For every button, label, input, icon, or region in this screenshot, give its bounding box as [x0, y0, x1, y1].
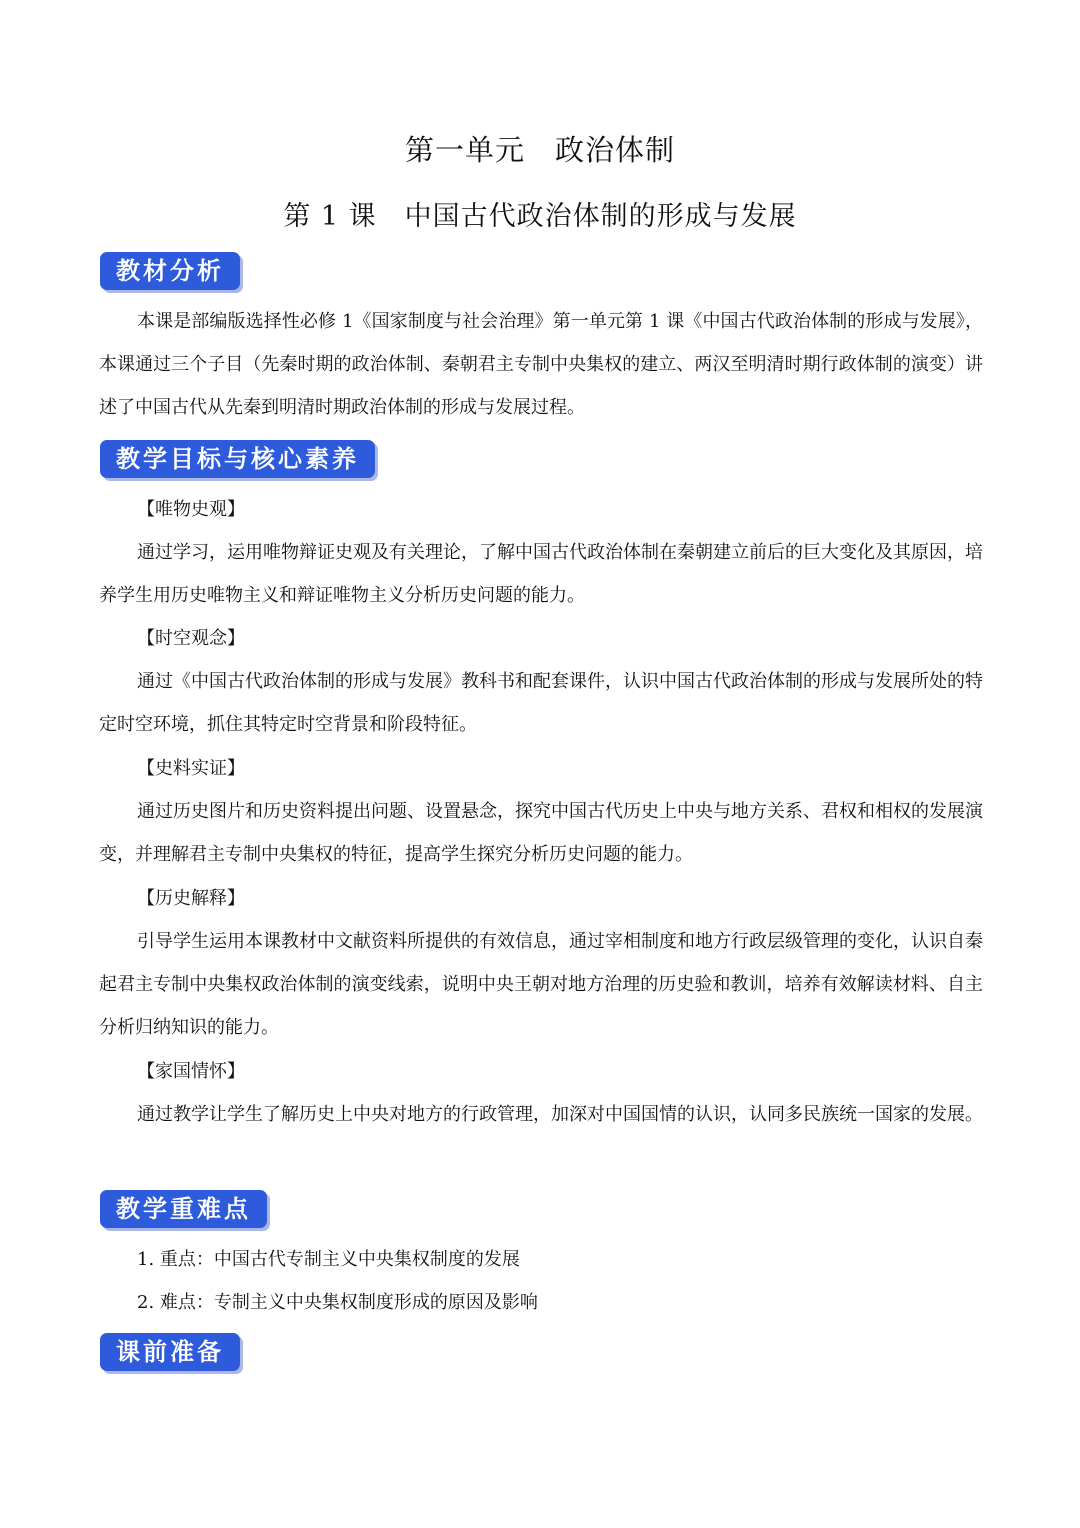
objective-text-spacetime: 通过《中国古代政治体制的形成与发展》教科书和配套课件，认识中国古代政治体制的形成与发展所处的特定时空环境，抓住其特定时空背景和阶段特征。: [99, 671, 983, 735]
analysis-paragraph: 本课是部编版选择性必修 1《国家制度与社会治理》第一单元第 1 课《中国古代政治体制的形成与发展》，本课通过三个子目（先秦时期的政治体制、秦朝君主专制中央集权的建立、两汉至明清时期行政体制的演变）讲述了中国古代从先秦到明清时期政治体制的形成与发展过程。: [99, 311, 983, 418]
objective-heading-evidence: 【史料实证】: [137, 758, 245, 779]
objective-text-patriotism: 通过教学让学生了解历史上中央对地方的行政管理，加深对中国国情的认识，认同多民族统一国家的发展。: [137, 1104, 983, 1125]
unit-title: 第一单元 政治体制: [404, 133, 675, 167]
keypoint-focus: 1. 重点：中国古代专制主义中央集权制度的发展: [137, 1249, 520, 1270]
objective-heading-interpretation: 【历史解释】: [137, 888, 245, 909]
objective-heading-patriotism: 【家国情怀】: [137, 1061, 245, 1082]
keypoint-difficulty: 2. 难点：专制主义中央集权制度形成的原因及影响: [137, 1292, 538, 1313]
section-badge-preparation: 课前准备: [100, 1333, 240, 1371]
lesson-title: 第 1 课 中国古代政治体制的形成与发展: [283, 201, 797, 232]
objective-text-evidence: 通过历史图片和历史资料提出问题、设置悬念，探究中国古代历史上中央与地方关系、君权和相权的发展演变，并理解君主专制中央集权的特征，提高学生探究分析历史问题的能力。: [99, 801, 983, 865]
section-badge-keypoints: 教学重难点: [100, 1190, 267, 1228]
objective-text-interpretation: 引导学生运用本课教材中文献资料所提供的有效信息，通过宰相制度和地方行政层级管理的变化，认识自秦起君主专制中央集权政治体制的演变线索，说明中央王朝对地方治理的历史验和教训，培养有效解读材料、自主分析归纳知识的能力。: [99, 931, 983, 1038]
objective-heading-spacetime: 【时空观念】: [137, 628, 245, 649]
objective-text-materialism: 通过学习，运用唯物辩证史观及有关理论，了解中国古代政治体制在秦朝建立前后的巨大变化及其原因，培养学生用历史唯物主义和辩证唯物主义分析历史问题的能力。: [99, 542, 983, 606]
objective-heading-materialism: 【唯物史观】: [137, 499, 245, 520]
section-badge-objectives: 教学目标与核心素养: [100, 440, 375, 478]
section-badge-analysis: 教材分析: [100, 252, 240, 290]
